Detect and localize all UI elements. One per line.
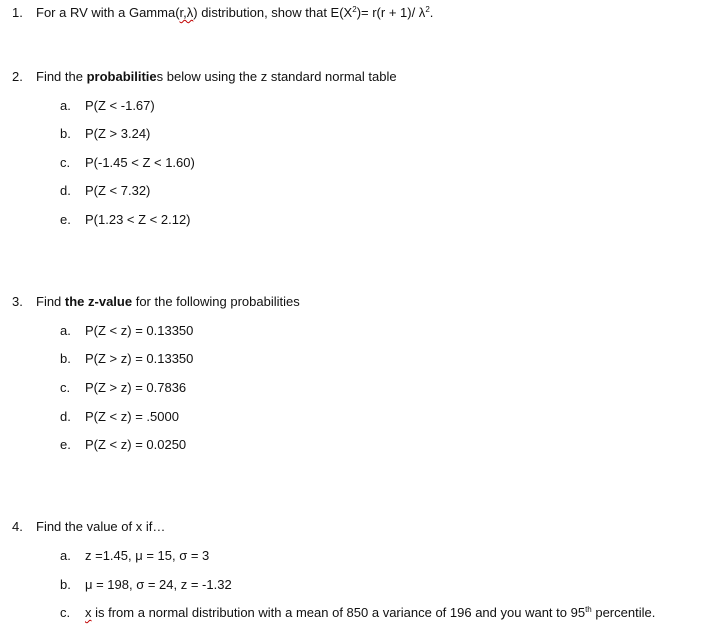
question-number: 2. [12, 69, 23, 84]
question-text: Find the probabilities below using the z standard normal table [36, 69, 397, 84]
question-number: 3. [12, 294, 23, 309]
question-number: 4. [12, 519, 23, 534]
question-number: 1. [12, 5, 23, 20]
question-text: Find the z-value for the following probabilities [36, 294, 300, 309]
question-text: For a RV with a Gamma(r,λ) distribution, show that $E(X^2)= r(r + 1)/$ $\lambda^2$. [36, 5, 434, 20]
spelling-squiggle: r,λ [179, 5, 194, 20]
spelling-squiggle: x [85, 605, 92, 620]
document-page: 1. For a RV with a Gamma(r,λ) distribution, show that $E(X^2)= r(r + 1)/$ $\lambda^2$. 2. Find the probabilities below using the z standard normal table a. P(Z < -1.67) b. P(Z > 3.24) c. P(-1.45 < Z < 1.60) d. P(Z < 7.32) e. P(1.23 < Z < 2.12) 3. Find the z-value for the following probabilities a. P(Z < z) = 0.13350 b. P(Z > z) = 0.13350 c. P(Z > z) = 0.7836 d. P(Z < z) = .5000 e. P(Z < z) = 0.0250 4. Find the value of x if… a. z =1.45, μ = 15, σ = 3 b. μ = 198, σ = 24, z = -1.32 c. x is from a normal distribution with a mean of 850 a variance of 196 and you want to 95th percentile. [12, 5, 656, 620]
question-text: Find the value of x if… [36, 519, 166, 534]
